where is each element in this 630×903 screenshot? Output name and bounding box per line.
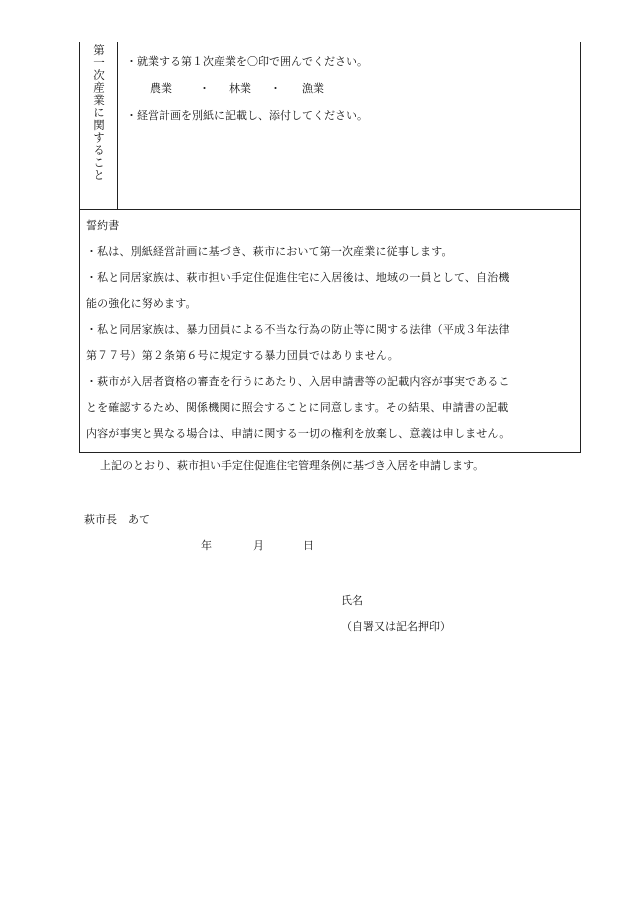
pledge-section (79, 210, 581, 453)
industry-instruction: ・就業する第１次産業を〇印で囲んでください。 (126, 55, 368, 68)
pledge-line: ・私は、別紙経営計画に基づき、萩市において第一次産業に従事します。 (86, 245, 453, 258)
industry-choice-fishery[interactable]: 漁業 (302, 82, 324, 95)
pledge-title: 誓約書 (86, 219, 120, 232)
industry-choice-agriculture[interactable]: 農業 (150, 82, 172, 95)
signature-name-label: 氏名 (341, 594, 363, 607)
primary-industry-section (79, 42, 581, 210)
section-label-cell (80, 42, 118, 209)
choice-separator: ・ (199, 82, 210, 95)
business-plan-instruction: ・経営計画を別紙に記載し、添付してください。 (126, 109, 368, 122)
pledge-line: 内容が事実と異なる場合は、申請に関する一切の権利を放棄し、意義は申しません。 (86, 427, 511, 440)
section-vertical-label: 第一次産業に関すること (92, 44, 106, 182)
pledge-line: ・私と同居家族は、萩市担い手定住促進住宅に入居後は、地域の一員として、自治機 (86, 271, 510, 284)
industry-choice-forestry[interactable]: 林業 (229, 82, 251, 95)
pledge-line: 第７７号）第２条第６号に規定する暴力団員ではありません。 (86, 349, 399, 362)
pledge-line: ・萩市が入居者資格の審査を行うにあたり、入居申請書等の記載内容が事実であるこ (86, 375, 510, 388)
date-day-label: 日 (303, 539, 314, 552)
signature-note: （自署又は記名押印） (341, 620, 451, 633)
pledge-line: ・私と同居家族は、暴力団員による不当な行為の防止等に関する法律（平成３年法律 (86, 323, 510, 336)
addressee: 萩市長 あて (84, 513, 150, 526)
application-statement: 上記のとおり、萩市担い手定住促進住宅管理条例に基づき入居を申請します。 (100, 459, 485, 472)
pledge-line: 能の強化に努めます。 (86, 297, 197, 310)
choice-separator: ・ (270, 82, 281, 95)
date-month-label: 月 (253, 539, 264, 552)
date-year-label: 年 (201, 539, 212, 552)
pledge-line: とを確認するため、関係機関に照会することに同意します。その結果、申請書の記載 (86, 401, 509, 414)
